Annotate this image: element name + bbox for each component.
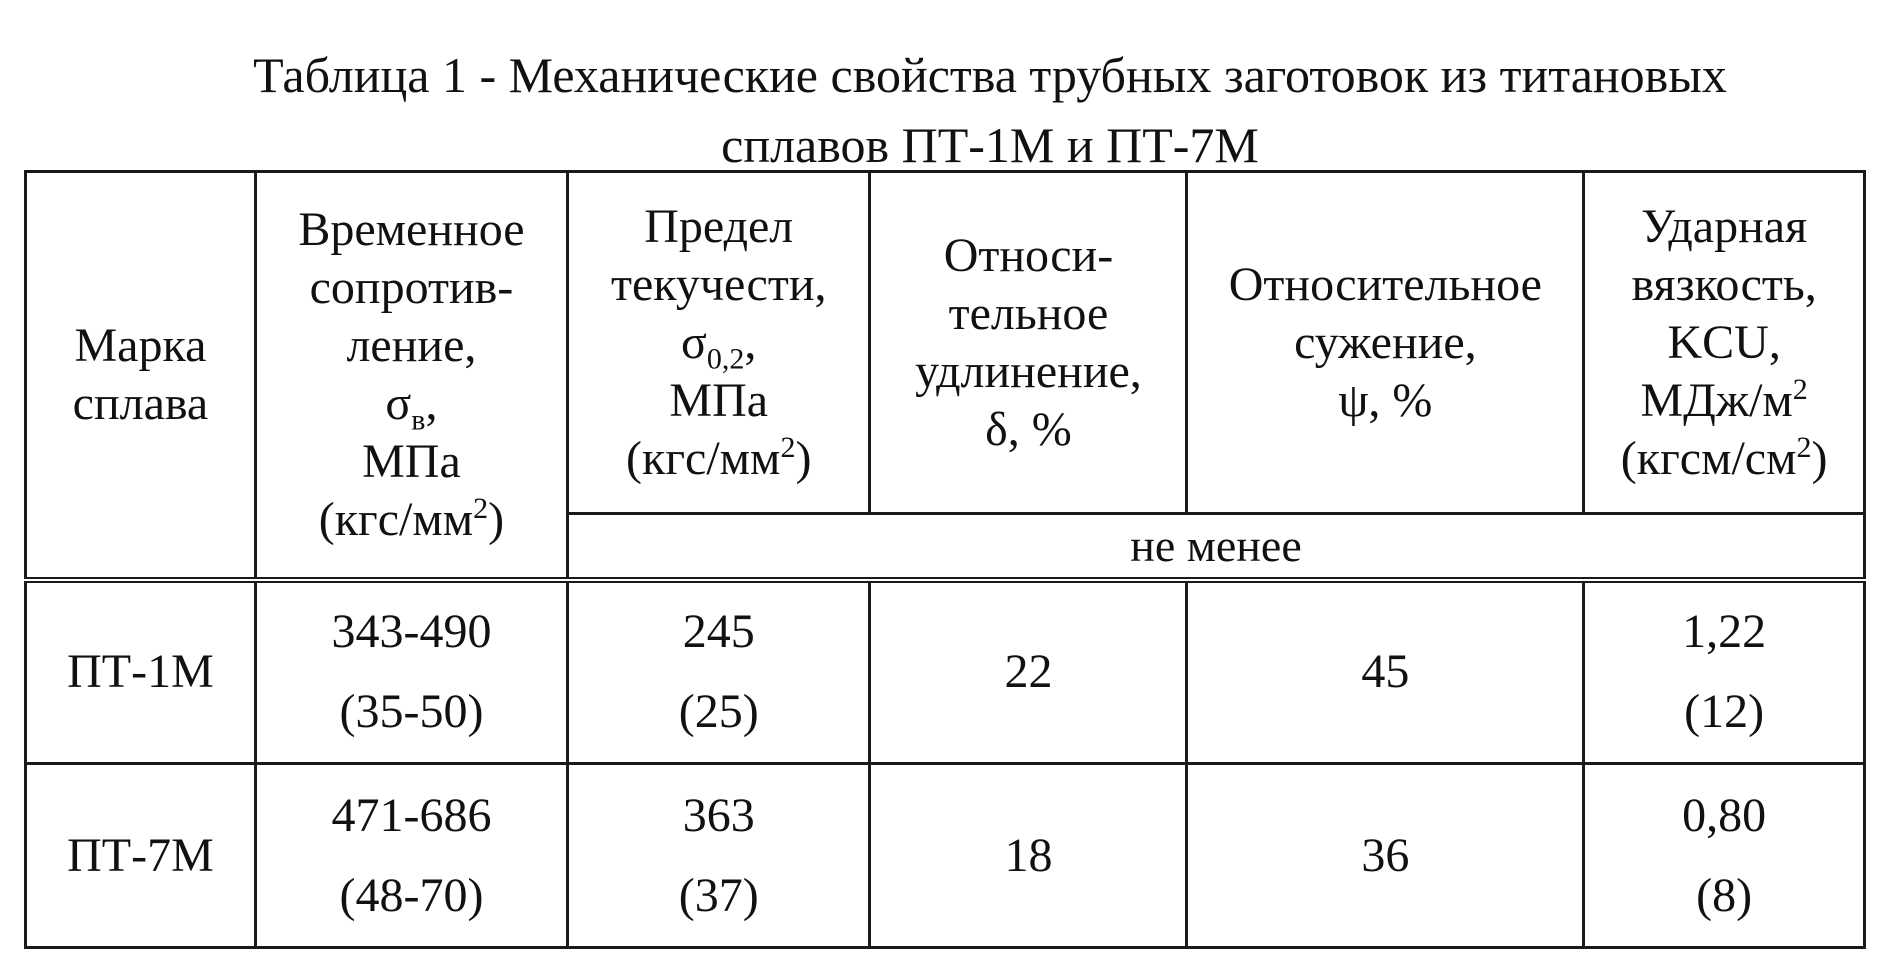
impact-alt-unit: $(кгсм/см^2)$ (1620, 430, 1828, 485)
table-header-row (26, 172, 1865, 514)
cell-elongation: 18 (870, 764, 1187, 948)
table-row (26, 764, 1865, 948)
cell-reduction: 36 (1187, 764, 1584, 948)
header-elongation: Относи- тельное удлинение, δ, % (870, 172, 1187, 514)
header-tensile-strength: Временное сопротив- ление, $\sigma_в$, МПа $(кгс/мм^2)$ (255, 172, 567, 580)
table-caption-line-1: Таблица 1 - Механические свойства трубных заготовок из титановых (253, 47, 1727, 103)
cell-yield: 245 (25) (568, 580, 870, 764)
table-row (26, 580, 1865, 764)
cell-tensile: 343-490 (35-50) (255, 580, 567, 764)
cell-impact: 0,80 (8) (1584, 764, 1865, 948)
header-reduction-of-area: Относительное сужение, ψ, % (1187, 172, 1584, 514)
impact-unit: МДж/$м^2$ (1640, 372, 1808, 427)
cell-grade: ПТ-1М (26, 580, 256, 764)
min-label: не менее (568, 514, 1865, 580)
cell-grade: ПТ-7М (26, 764, 256, 948)
yield-symbol: $\sigma_{0,2}$, (681, 315, 757, 376)
mechanical-properties-table (24, 170, 1866, 949)
header-yield-strength: Предел текучести, $\sigma_{0,2}$, МПа $(кгс/мм^2)$ (568, 172, 870, 514)
tensile-symbol: $\sigma_в$, (385, 376, 438, 437)
cell-impact: 1,22 (12) (1584, 580, 1865, 764)
table-caption-line-2: сплавов ПТ-1М и ПТ-7М (721, 117, 1259, 173)
yield-alt-unit: $(кгс/мм^2)$ (626, 430, 812, 485)
cell-tensile: 471-686 (48-70) (255, 764, 567, 948)
cell-elongation: 22 (870, 580, 1187, 764)
header-grade: Марка сплава (26, 172, 256, 580)
cell-yield: 363 (37) (568, 764, 870, 948)
tensile-alt-unit: $(кгс/мм^2)$ (318, 491, 505, 546)
cell-reduction: 45 (1187, 580, 1584, 764)
header-impact-toughness: Ударная вязкость, KCU, МДж/$м^2$ $(кгсм/см^2)$ (1584, 172, 1865, 514)
